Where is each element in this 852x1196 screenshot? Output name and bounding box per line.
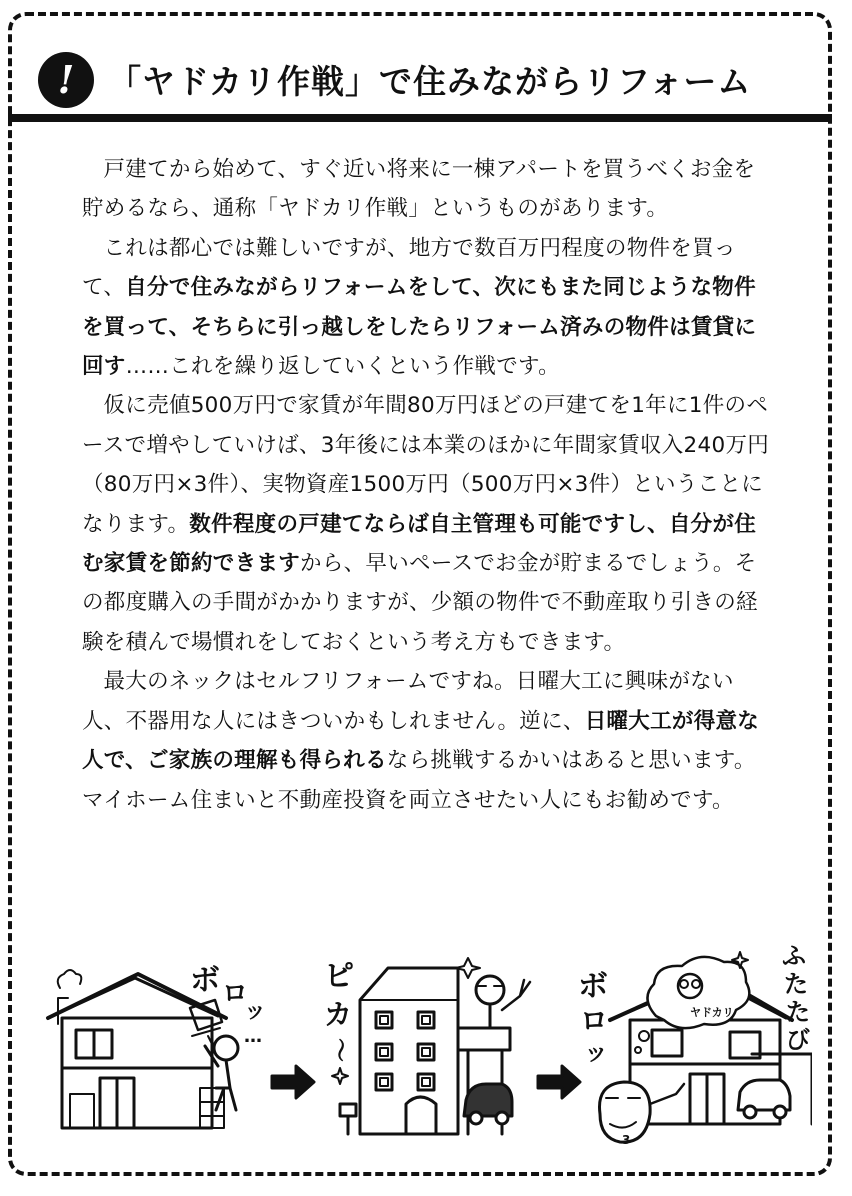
arrow-right-icon	[272, 1066, 314, 1098]
sfx-futatabi-3: た	[786, 998, 810, 1026]
paragraph-3	[82, 386, 772, 662]
p3-emphasis: 数件程度の戸建てならば自主管理も可能ですし、自分が住む家賃を節約できます	[82, 511, 757, 577]
sfx-boro-1: ボ	[190, 963, 220, 998]
sfx-pika-2: カ	[324, 998, 353, 1031]
exclamation-icon: !	[38, 52, 94, 108]
paragraph-2	[82, 229, 772, 387]
header-rule	[8, 114, 832, 122]
thought-bubble-label: ヤドカリ	[690, 1006, 734, 1019]
sfx-futatabi-4: び	[786, 1026, 810, 1054]
p4-text-end: なら挑戦するかいはあると思います。マイホーム住まいと不動産投資を両立させたい人にもお勧めです。	[82, 748, 756, 813]
p3-text-end: から、早いペースでお金が貯まるでしょう。その都度購入の手間がかかりますが、少額の物件で不動産取り引きの経験を積んで場慣れをしておくという考え方もできます。	[82, 551, 758, 655]
p2-text: これは都心では難しいですが、地方で数百万円程度の物件を買って、	[82, 235, 736, 301]
sfx-boro-2: ロ	[222, 979, 249, 1009]
p4-emphasis: 日曜大工が得意な人で、ご家族の理解も得られる	[82, 708, 760, 774]
p2-emphasis: 自分で住みながらリフォームをして、次にもまた同じような物件を買って、そちらに引っ越しをしたらリフォーム済みの物件は賃貸に回す	[82, 275, 757, 380]
small-digit-label: 3	[622, 1133, 631, 1147]
illustration-svg	[40, 938, 812, 1158]
p3-text: 仮に売値500万円で家賃が年間80万円ほどの戸建てを1年に1件のペースで増やしていけば、3年後には本業のほかに年間家賃収入240万円（80万円×3件）、実物資産1500万円（500万円×3件）ということになります。	[82, 393, 770, 537]
article-body	[82, 150, 772, 820]
sfx-futatabi-1: ふ	[782, 942, 806, 970]
arrow-right-icon	[538, 1066, 580, 1098]
sfx-futatabi-2: た	[784, 970, 808, 998]
sfx-boro-6: ロ	[580, 1004, 609, 1037]
new-building-drawing	[332, 958, 530, 1134]
yadokari-illustration	[40, 938, 812, 1158]
paragraph-1: 戸建てから始めて、すぐ近い将来に一棟アパートを買うべくお金を貯めるなら、通称「ヤドカリ作戦」というものがあります。	[82, 157, 756, 222]
sfx-pika-3: 〜	[326, 1038, 354, 1062]
column-title: 「ヤドカリ作戦」で住みながらリフォーム	[108, 62, 752, 101]
sfx-boro-4: …	[244, 1026, 262, 1047]
sfx-pika-1: ピ	[324, 959, 354, 994]
sfx-boro-5: ボ	[578, 969, 608, 1004]
column-header	[8, 12, 832, 122]
sfx-boro-3: ッ	[244, 999, 267, 1024]
p2-text-end: ……これを繰り返していくという作戦です。	[125, 354, 560, 380]
paragraph-4	[82, 662, 772, 820]
p4-text: 最大のネックはセルフリフォームですね。日曜大工に興味がない人、不器用な人にはきついかもしれません。逆に、	[82, 669, 734, 734]
sfx-boro-7: ッ	[584, 1038, 608, 1066]
next-house-drawing	[600, 952, 813, 1142]
